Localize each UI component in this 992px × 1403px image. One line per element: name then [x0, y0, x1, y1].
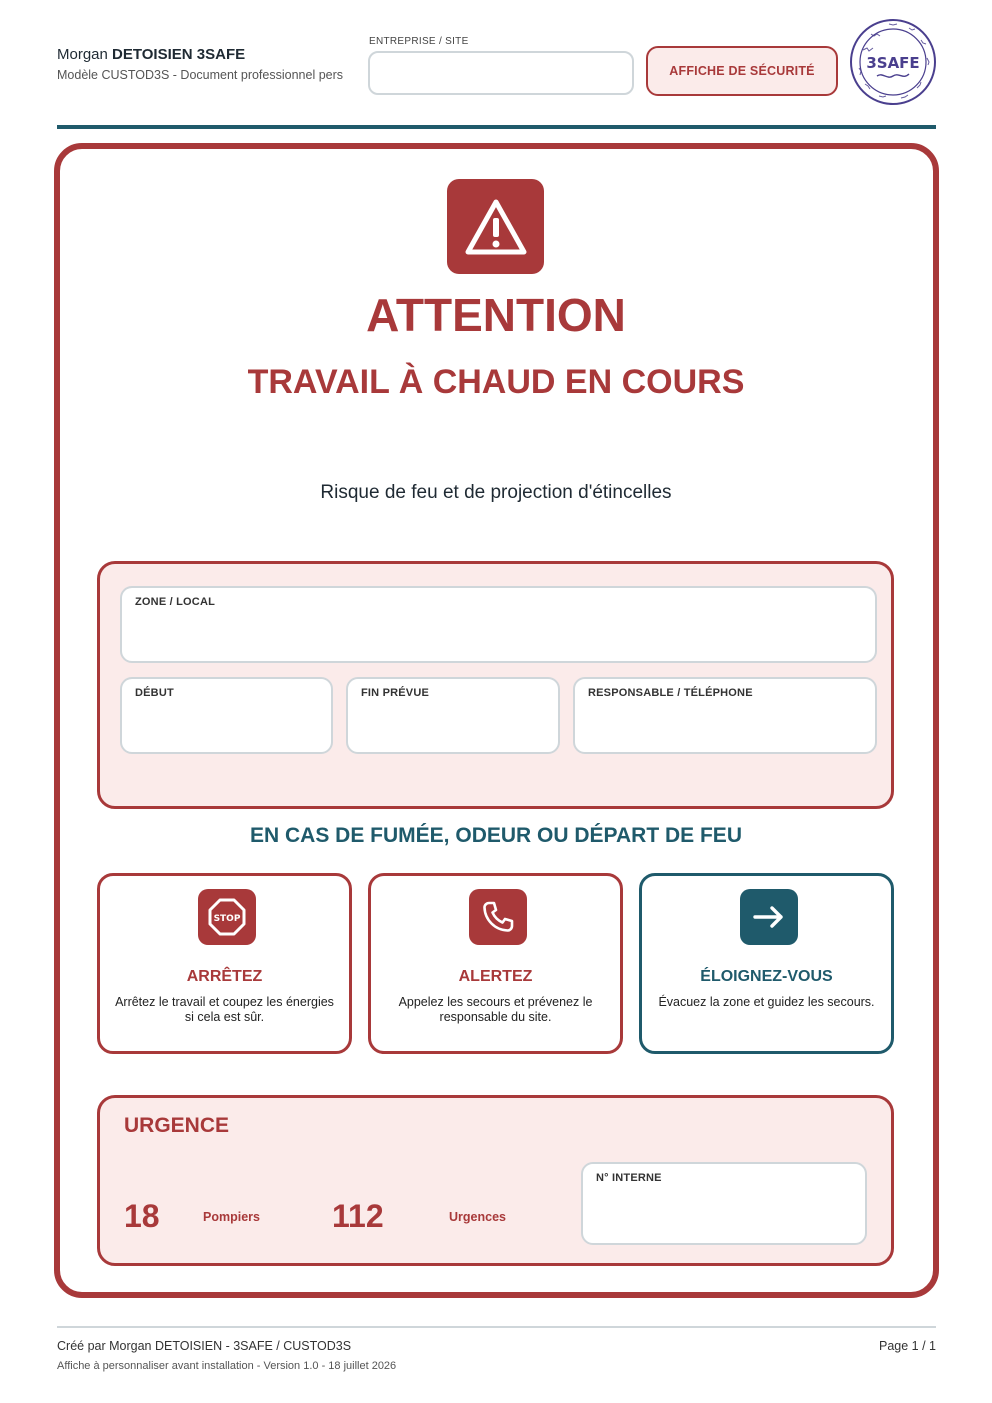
- internal-number-field[interactable]: [581, 1162, 867, 1245]
- emergency-number: 112: [332, 1198, 384, 1234]
- work-info-panel: [97, 561, 894, 809]
- action-text: Évacuez la zone et guidez les secours.: [658, 995, 875, 1009]
- emergency-label: Urgences: [449, 1210, 506, 1224]
- site-field-label: ENTREPRISE / SITE: [369, 36, 469, 47]
- header-divider: [57, 125, 936, 129]
- fire-dept-number: 18: [124, 1198, 160, 1234]
- poster-subtitle: TRAVAIL À CHAUD EN COURS: [247, 363, 745, 401]
- zone-field-label: ZONE / LOCAL: [135, 596, 216, 608]
- action-card-alert: [368, 873, 623, 1054]
- footer-note: Affiche à personnaliser avant installation - Version 1.0 - 18 juillet 2026: [57, 1360, 397, 1372]
- stamp-text: 3SAFE: [866, 54, 920, 72]
- footer-divider: [57, 1326, 936, 1328]
- manager-phone-field[interactable]: [573, 677, 877, 754]
- author-first-name: Morgan: [57, 46, 108, 63]
- actions-heading: EN CAS DE FUMÉE, ODEUR OU DÉPART DE FEU: [250, 824, 742, 847]
- footer-credit: Créé par Morgan DETOISIEN - 3SAFE / CUSTOD3S: [57, 1339, 352, 1353]
- start-field-label: DÉBUT: [135, 687, 174, 699]
- warning-triangle-icon: [447, 179, 544, 274]
- end-field[interactable]: [346, 677, 560, 754]
- poster-type-badge: AFFICHE DE SÉCURITÉ: [646, 46, 838, 96]
- risk-description: Risque de feu et de projection d'étincelles: [320, 482, 672, 503]
- phone-icon: [469, 889, 527, 945]
- start-field[interactable]: [120, 677, 333, 754]
- site-field[interactable]: [368, 51, 634, 95]
- emergency-panel: [97, 1095, 894, 1266]
- page-number: Page 1 / 1: [879, 1339, 936, 1353]
- fire-dept-label: Pompiers: [203, 1210, 260, 1224]
- company-stamp-logo: [849, 18, 937, 106]
- arrow-right-icon: [740, 889, 798, 945]
- poster-title: ATTENTION: [366, 289, 626, 341]
- action-card-evacuate: [639, 873, 894, 1054]
- action-text: Appelez les secours et prévenez le responsable du site.: [398, 995, 593, 1024]
- svg-text:STOP: STOP: [213, 914, 241, 924]
- author-company: DETOISIEN 3SAFE: [112, 46, 246, 63]
- zone-field[interactable]: [120, 586, 877, 663]
- manager-field-label: RESPONSABLE / TÉLÉPHONE: [588, 687, 753, 699]
- emergency-title: URGENCE: [124, 1114, 230, 1137]
- stop-sign-icon: [198, 889, 256, 945]
- action-text: Arrêtez le travail et coupez les énergies si cela est sûr.: [115, 995, 334, 1024]
- action-title: ÉLOIGNEZ-VOUS: [700, 968, 833, 985]
- action-title: ALERTEZ: [458, 968, 533, 985]
- action-title: ARRÊTEZ: [186, 968, 263, 985]
- action-card-stop: [97, 873, 352, 1054]
- author-name: [57, 46, 245, 63]
- model-line: Modèle CUSTOD3S - Document professionnel pers: [57, 68, 344, 82]
- end-field-label: FIN PRÉVUE: [361, 687, 430, 699]
- internal-number-label: N° INTERNE: [596, 1172, 662, 1184]
